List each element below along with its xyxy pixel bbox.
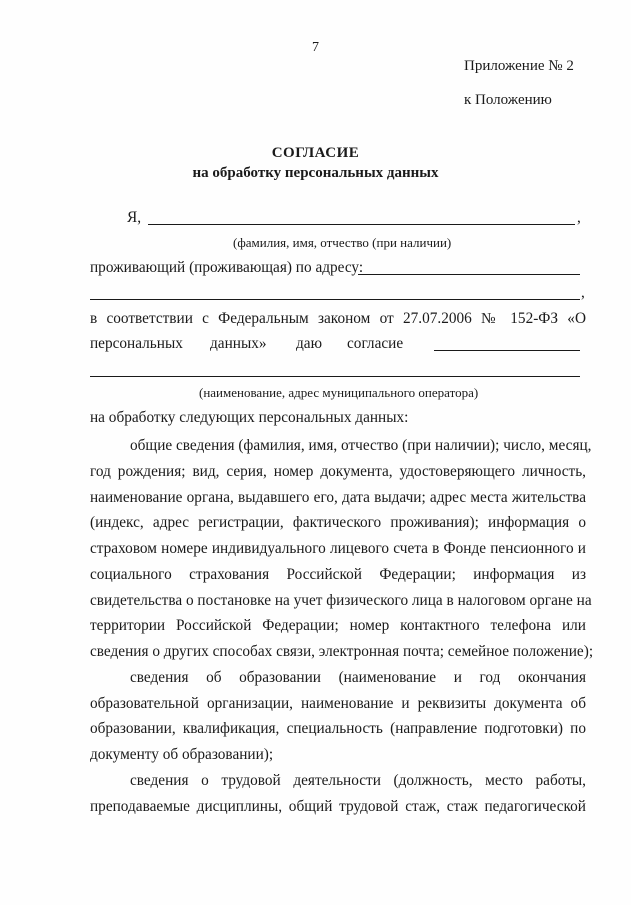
body-line: сведения об образовании (наименование и год окончания: [130, 669, 586, 686]
body-line: год рождения; вид, серия, номер документа, удостоверяющего личность,: [90, 463, 586, 480]
consent-word-1: персональных: [90, 335, 183, 352]
name-comma: ,: [577, 209, 581, 226]
i-label: Я,: [127, 209, 142, 226]
body-line: наименование органа, выдавшего его, дата выдачи; адрес места жительства: [90, 489, 586, 506]
law-reference-line: в соответствии с Федеральным законом от 27.07.2006 № 152-ФЗ «О: [90, 310, 586, 327]
body-line: образовании, квалификация, специальность (направление подготовки) по: [90, 720, 586, 737]
address-comma: ,: [581, 284, 585, 301]
body-line: (индекс, адрес регистрации, фактического проживания); информация о: [90, 514, 586, 531]
body-line: общие сведения (фамилия, имя, отчество (при наличии); число, месяц,: [130, 437, 592, 454]
body-line: свидетельства о постановке на учет физического лица в налоговом органе на: [90, 592, 592, 609]
body-line: территории Российской Федерации; номер контактного телефона или: [90, 617, 586, 634]
operator-blank-line-2: [90, 376, 580, 377]
body-line: сведения о трудовой деятельности (должность, место работы,: [130, 772, 586, 789]
annex-number: Приложение № 2: [464, 58, 574, 74]
body-line: образовательной организации, наименование и реквизиты документа об: [90, 695, 586, 712]
body-line: документу об образовании);: [90, 746, 274, 763]
document-title: СОГЛАСИЕ: [271, 145, 360, 161]
body-line: сведения о других способах связи, электронная почта; семейное положение);: [90, 643, 594, 660]
document-subtitle: на обработку персональных данных: [192, 165, 439, 181]
operator-blank-line: [434, 350, 580, 351]
address-label: проживающий (проживающая) по адресу:: [90, 259, 364, 276]
operator-hint: (наименование, адрес муниципального оператора): [199, 385, 479, 400]
processing-intro: на обработку следующих персональных данных:: [90, 409, 409, 426]
body-line: преподаваемые дисциплины, общий трудовой стаж, стаж педагогической: [90, 798, 586, 815]
page-number: 7: [312, 40, 319, 55]
address-blank-line: [358, 274, 580, 275]
consent-word-2: данных»: [210, 335, 267, 352]
consent-word-3: даю: [296, 335, 323, 352]
address-blank-line-2: [90, 299, 580, 300]
body-line: социального страхования Российской Федерации; информация из: [90, 566, 586, 583]
name-blank-line: [148, 224, 575, 225]
annex-reference: к Положению: [464, 92, 552, 108]
body-line: страховом номере индивидуального лицевого счета в Фонде пенсионного и: [90, 540, 586, 557]
consent-word-4: согласие: [347, 335, 404, 352]
name-hint: (фамилия, имя, отчество (при наличии): [233, 235, 452, 250]
